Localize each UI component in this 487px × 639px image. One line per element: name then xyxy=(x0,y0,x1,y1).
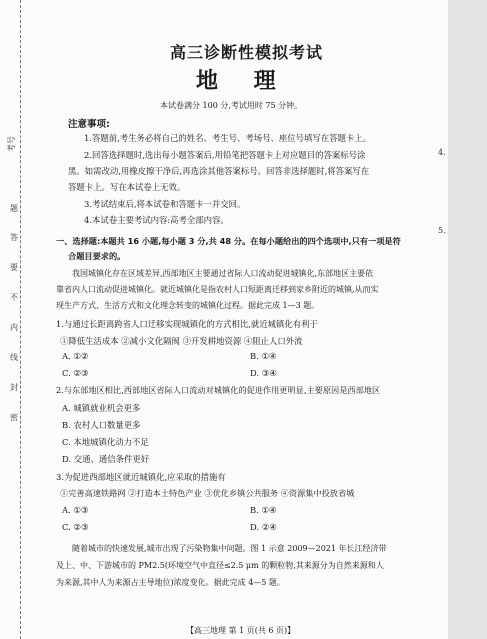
notes-line: 2.回答选择题时,选出每小题答案后,用铅笔把答题卡上对应题目的答案标号涂 xyxy=(84,150,366,160)
choice-a: A. 城镇就业机会更多 xyxy=(62,403,141,413)
passage-line: 随着城市的快速发展,城市出现了污染物集中问题。图 1 示意 2009—2021 年长江经济带 xyxy=(72,544,387,553)
question-1-options: ①降低生活成本 ②减小文化隔阂 ③开发耕地资源 ④阻止人口外流 xyxy=(60,336,303,346)
question-3-options: ①完善高速铁路网 ②打造本土特色产业 ③优化乡镇公共服务 ④资源集中投放省城 xyxy=(60,488,355,498)
binding-cut-line xyxy=(20,0,21,639)
question-3-stem: 3.为促进西部地区就近城镇化,应采取的措施有 xyxy=(56,472,226,482)
notes-line: 答题卡上。写在本试卷上无效。 xyxy=(68,182,186,192)
notes-line: 1.答题前,考生务必将自己的姓名、考生号、考场号、座位号填写在答题卡上。 xyxy=(84,133,372,143)
next-page-q4: 4. xyxy=(438,148,446,157)
seal-char: 要 xyxy=(10,263,18,272)
exam-meta: 本试卷满分 100 分,考试用时 75 分钟。 xyxy=(160,101,303,110)
section-heading: 一、选择题:本题共 16 小题,每小题 3 分,共 48 分。在每小题给出的四个选项中,只有一项是符 xyxy=(56,236,401,246)
choice-a: A. ①② xyxy=(62,351,89,361)
seal-char: 不 xyxy=(10,293,18,302)
choice-b: B. ①④ xyxy=(250,351,277,361)
choice-d: D. ②④ xyxy=(250,522,277,532)
seal-char: 密 xyxy=(10,413,18,422)
seal-char: 题 xyxy=(10,204,18,213)
question-2-stem: 2.与东部地区相比,西部地区省际人口流动对城镇化的促进作用更明显,主要原因是西部地区 xyxy=(56,385,381,395)
seal-char: 内 xyxy=(10,323,18,332)
choice-d: D. 交通、通信条件更好 xyxy=(62,454,150,464)
subject-title: 地 理 xyxy=(196,69,276,94)
next-page-q5: 5. xyxy=(438,226,446,235)
page-footer: 【高三地理 第 1 页(共 6 页)】 xyxy=(186,626,296,635)
notes-heading: 注意事项: xyxy=(68,119,110,130)
seal-char: 答 xyxy=(10,233,18,242)
binding-margin xyxy=(4,0,26,639)
question-1-stem: 1.与通过长距离跨省人口迁移实现城镇化的方式相比,就近城镇化有利于 xyxy=(56,319,318,329)
intro-line: 我国城镇化存在区域差异,西部地区主要通过省际人口流动促进城镇化,东部地区主要依 xyxy=(72,269,374,278)
section-heading-cont: 合题目要求的。 xyxy=(68,251,126,261)
choice-c: C. ②③ xyxy=(62,522,89,532)
intro-line: 靠省内人口流动促进城镇化。就近城镇化是指农村人口短距离迁移到家乡附近的城镇,从而实 xyxy=(56,285,379,294)
exam-title: 高三诊断性模拟考试 xyxy=(170,43,324,62)
next-page-edge xyxy=(448,0,487,639)
seal-char: 封 xyxy=(10,383,18,392)
passage-line: 及上、中、下游城市的 PM2.5(环境空气中直径≤2.5 μm 的颗粒物,其来源分为自然来源和人 xyxy=(56,561,384,570)
seal-char: 线 xyxy=(10,353,18,362)
choice-a: A. ①③ xyxy=(62,505,89,515)
notes-line: 3.考试结束后,将本试卷和答题卡一并交回。 xyxy=(84,199,246,209)
notes-line: 黑。如需改动,用橡皮擦干净后,再选涂其他答案标号。回答非选择题时,将答案写在 xyxy=(68,166,370,176)
choice-b: B. ①④ xyxy=(250,505,277,515)
passage-line: 为来源,其中人为来源占主导地位)浓度变化。据此完成 4—5 题。 xyxy=(56,578,285,587)
choice-b: B. 农村人口数量更多 xyxy=(62,420,141,430)
choice-d: D. ③④ xyxy=(250,368,277,378)
kaohao-label: 考号 xyxy=(7,136,16,152)
choice-c: C. ②③ xyxy=(62,368,89,378)
intro-line: 现生产方式、生活方式和文化理念转变的城镇化过程。据此完成 1—3 题。 xyxy=(56,301,320,310)
choice-c: C. 本地城镇化动力不足 xyxy=(62,437,149,447)
notes-line: 4.本试卷主要考试内容:高考全部内容。 xyxy=(84,215,229,225)
